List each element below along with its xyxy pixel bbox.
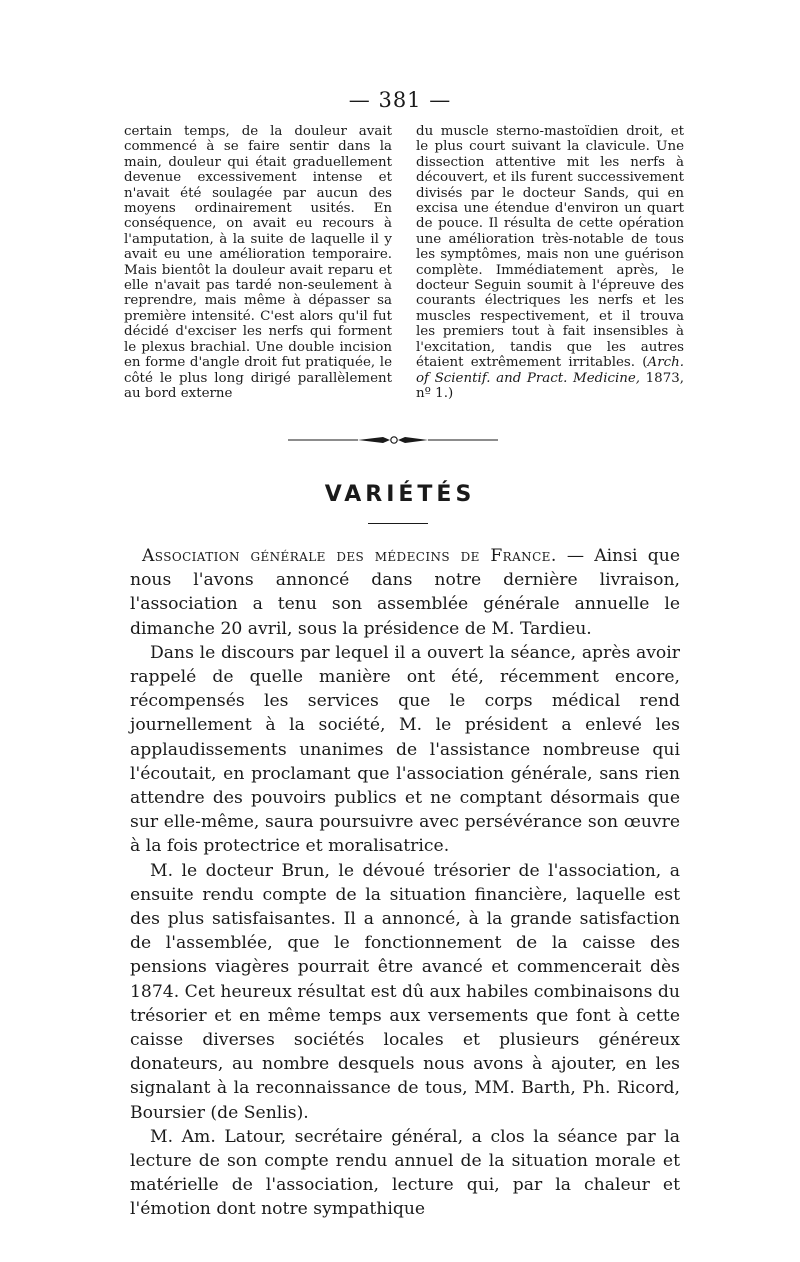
left-column-text: certain temps, de la douleur avait commencé à se faire sentir dans la main, douleur qui était graduellement devenue excessivement intense et n'avait été soulagée par aucun des moyens ordinairement usités. En conséquence, on avait eu recours à l'amputation, à la suite de laquelle il y avait eu une amélioration temporaire. Mais bientôt la douleur avait reparu et elle n'avait pas tardé non-seulement à reprendre, mais même à dépasser sa première intensité. C'est alors qu'il fut décidé d'exciser les nerfs qui forment le plexus brachial. Une double incision en forme d'angle droit fut pratiquée, le côté le plus long dirigé parallèlement au bord externe — [124, 124, 392, 401]
section-title: VARIÉTÉS — [324, 482, 476, 507]
article-body — [130, 544, 680, 1222]
citation-year: 1873, nº 1.) — [416, 370, 684, 401]
title-underline — [368, 523, 428, 524]
left-column — [124, 124, 392, 401]
journal-citation: Arch. of Scientif. and Pract. Medicine, — [416, 355, 684, 386]
paragraph-3: M. le docteur Brun, le dévoué trésorier de l'association, a ensuite rendu compte de la situation financière, laquelle est des plus satisfaisantes. Il a annoncé, à la grande satisfaction de l'assemblée, que le fonctionnement de la caisse des pensions viagères pourrait être avancé et commencerait dès 1874. Cet heureux résultat est dû aux habiles combinaisons du trésorier et en même temps aux versements que font à cette caisse diverses sociétés locales et plusieurs généreux donateurs, au nombre desquels nous avons à ajouter, en les signalant à la reconnaissance de tous, MM. Barth, Ph. Ricord, Boursier (de Senlis). — [130, 860, 680, 1123]
right-column-paragraph — [416, 124, 684, 401]
page-number: — 381 — — [348, 88, 452, 112]
article-heading: Association générale des médecins de France. — [142, 546, 557, 566]
two-column-section — [124, 124, 684, 401]
right-column-text: du muscle sterno-mastoïdien droit, et le plus court suivant la clavicule. Une dissection attentive mit les nerfs à découvert, et ils furent successivement divisés par le docteur Sands, qui en excisa une étendue d'environ un quart de pouce. Il résulta de cette opération une amélioration très-notable de tous les symptômes, mais non une guérison complète. Immédiatement après, le docteur Seguin soumit à l'épreuve des courants électriques les nerfs et les muscles respectivement, et il trouva les premiers tout à fait insensibles à l'excitation, tandis que les autres étaient extrêmement irritables. ( — [416, 124, 684, 371]
ornamental-divider — [288, 434, 498, 446]
paragraph-1-text: — Ainsi que nous l'avons annoncé dans notre dernière livraison, l'association a tenu son assemblée générale annuelle le dimanche 20 avril, sous la présidence de M. Tardieu. — [130, 546, 680, 639]
paragraph-4: M. Am. Latour, secrétaire général, a clos la séance par la lecture de son compte rendu annuel de la situation morale et matérielle de l'association, lecture qui, par la chaleur et l'émotion dont notre sympathique — [130, 1126, 680, 1220]
right-column — [416, 124, 684, 401]
paragraph-2: Dans le discours par lequel il a ouvert la séance, après avoir rappelé de quelle manière ont été, récemment encore, récompensés les services que le corps médical rend journellement à la société, M. le président a enlevé les applaudissements unanimes de l'assistance nombreuse qui l'écoutait, en proclamant que l'association générale, sans rien attendre des pouvoirs publics et ne comptant désormais que sur elle-même, saura poursuivre avec persévérance son œuvre à la fois protectrice et moralisatrice. — [130, 642, 680, 857]
paragraph-1 — [130, 544, 680, 641]
